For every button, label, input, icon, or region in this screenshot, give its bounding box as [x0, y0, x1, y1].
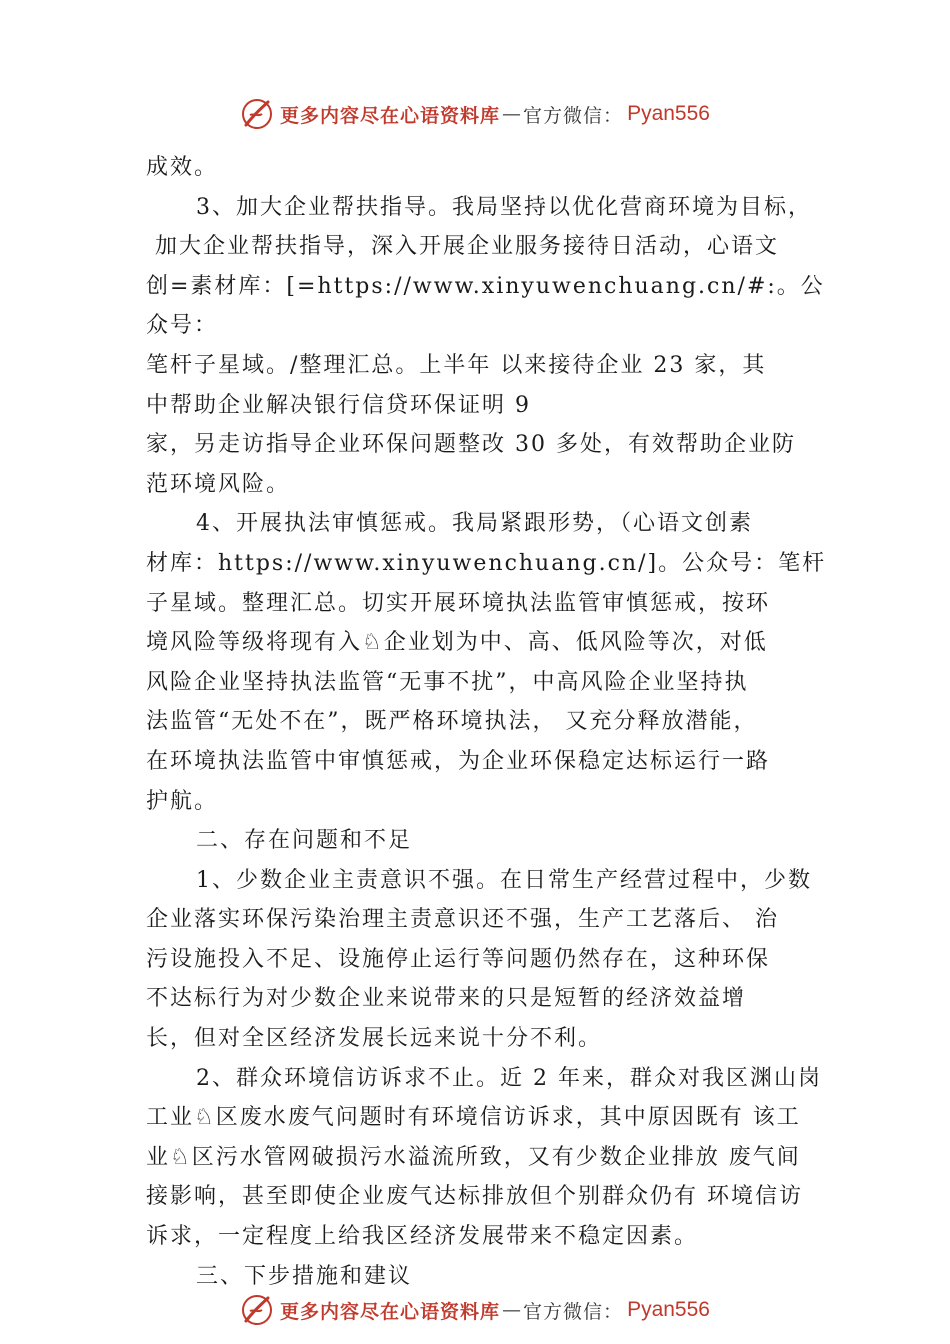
text-line: 材库：https://www.xinyuwenchuang.cn/]。公众号：笔杆 — [146, 550, 827, 576]
banner-wechat-id: Pyan556 — [627, 102, 710, 125]
text-line: 加大企业帮扶指导，深入开展企业服务接待日活动，心语文 — [146, 234, 780, 260]
text-line: 成效。 — [146, 155, 219, 180]
text-line: 诉求，一定程度上给我区经济发展带来不稳定因素。 — [146, 1224, 699, 1250]
text-line: 风险企业坚持执法监管“无事不扰”，中高风险企业坚持执 — [146, 669, 749, 695]
text-line: 法监管“无处不在”，既严格环境执法， 又充分释放潜能， — [146, 709, 758, 735]
text-line: 接影响，甚至即使企业废气达标排放但个别群众仍有 环境信访 — [146, 1184, 803, 1210]
text-line: 3、加大企业帮扶指导。我局坚持以优化营商环境为目标， — [196, 194, 812, 220]
text-line: 二、存在问题和不足 — [196, 828, 413, 854]
text-line: 护航。 — [146, 788, 219, 814]
banner-wechat-label: 官方微信： — [523, 104, 624, 127]
text-line: 污设施投入不足、设施停止运行等问题仍然存在，这种环保 — [146, 946, 771, 972]
banner-lead-text: 更多内容尽在心语资料库 — [280, 1300, 501, 1323]
text-line: 中帮助企业解决银行信贷环保证明 9 — [146, 392, 531, 418]
text-line: 家，另走访指导企业环保问题整改 30 多处，有效帮助企业防 — [146, 432, 796, 458]
text-line: 业♘区污水管网破损污水溢流所致，又有少数企业排放 废气间 — [146, 1144, 801, 1170]
text-line: 4、开展执法审慎惩戒。我局紧跟形势，（心语文创素 — [196, 511, 753, 537]
text-line: 长，但对全区经济发展长远来说十分不利。 — [146, 1026, 603, 1052]
document-body — [146, 148, 846, 1296]
text-line: 企业落实环保污染治理主责意识还不强，生产工艺落后、 治 — [146, 907, 779, 933]
banner-wechat-label: 官方微信： — [523, 1300, 624, 1323]
brush-logo-icon — [240, 1293, 274, 1327]
header-banner — [0, 92, 950, 136]
banner-lead-text: 更多内容尽在心语资料库 — [280, 104, 501, 127]
text-line: 在环境执法监管中审慎惩戒，为企业环保稳定达标运行一路 — [146, 748, 771, 774]
text-line: 1、少数企业主责意识不强。在日常生产经营过程中，少数 — [196, 867, 812, 893]
banner-wechat-id: Pyan556 — [627, 1298, 710, 1321]
text-line: 境风险等级将现有入♘企业划为中、高、低风险等次，对低 — [146, 630, 768, 656]
text-line: 子星域。整理汇总。切实开展环境执法监管审慎惩戒，按环 — [146, 590, 771, 616]
text-line: 2、群众环境信访诉求不止。近 2 年来，群众对我区渊山岗 — [196, 1065, 822, 1091]
text-line: 创=素材库：[=https://www.xinyuwenchuang.cn/#:。公众号： — [146, 273, 825, 339]
text-line: 不达标行为对少数企业来说带来的只是短暂的经济效益增 — [146, 986, 747, 1012]
brush-logo-icon — [240, 97, 274, 131]
footer-banner — [0, 1288, 950, 1332]
text-line: 三、下步措施和建议 — [196, 1263, 413, 1289]
text-line: 范环境风险。 — [146, 471, 291, 497]
banner-dash: — — [502, 1299, 522, 1321]
banner-dash: — — [502, 103, 522, 125]
text-line: 笔杆子星域。/整理汇总。上半年 以来接待企业 23 家，其 — [146, 352, 767, 378]
text-line: 工业♘区废水废气问题时有环境信访诉求，其中原因既有 该工 — [146, 1105, 801, 1131]
